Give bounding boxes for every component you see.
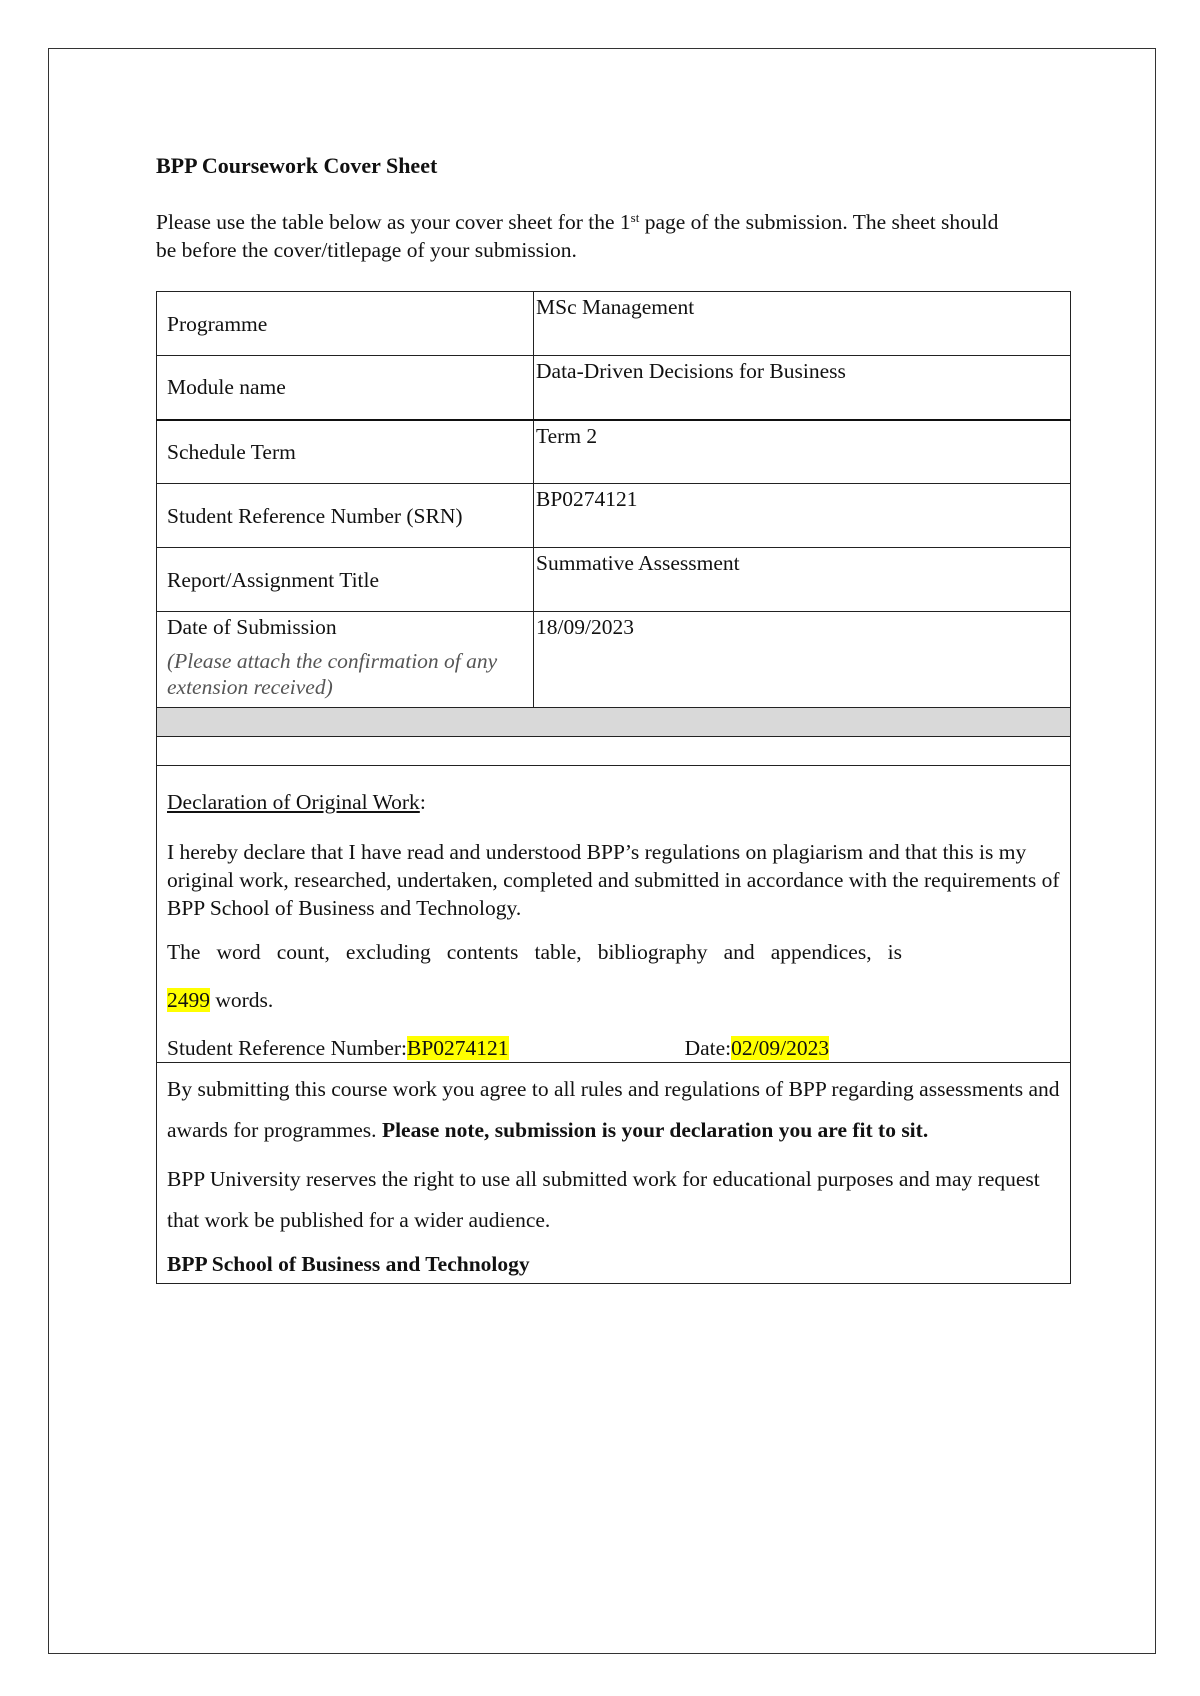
programme-label: Programme [157, 292, 534, 356]
word-count-sentence-word: contents [446, 940, 519, 964]
assignment-title-value: Summative Assessment [534, 548, 1071, 612]
fit-to-sit-note: Please note, submission is your declaration you are fit to sit. [381, 1118, 929, 1142]
row-date-of-submission [157, 612, 1071, 708]
agreement-paragraph [167, 1069, 1060, 1151]
word-count-sentence [167, 938, 902, 966]
intro-superscript: st [630, 210, 640, 225]
blank-row [157, 737, 1071, 766]
word-count-value: 2499 [167, 988, 210, 1012]
declaration-heading-colon: : [419, 790, 426, 814]
row-programme [157, 292, 1071, 356]
programme-value: MSc Management [534, 292, 1071, 356]
footer-row [157, 1063, 1071, 1284]
date-of-submission-value: 18/09/2023 [534, 612, 1071, 708]
cover-sheet-table [156, 291, 1071, 1284]
word-count-line [167, 986, 1060, 1014]
word-count-sentence-word: The [167, 940, 201, 964]
term-value: Term 2 [534, 420, 1071, 484]
srn-label: Student Reference Number (SRN) [157, 484, 534, 548]
module-label: Module name [157, 356, 534, 420]
agreement-text: By submitting this course work you agree to all rules and regulations of BPP regarding assessments and awards for programmes. [167, 1077, 1060, 1142]
srn-date-line [167, 1034, 1060, 1062]
assignment-title-label: Report/Assignment Title [157, 548, 534, 612]
row-module [157, 356, 1071, 420]
word-count-sentence-word: and [723, 940, 755, 964]
word-count-sentence-word: appendices, [770, 940, 872, 964]
row-assignment-title [157, 548, 1071, 612]
word-count-sentence-word: word [216, 940, 261, 964]
declaration-paragraph: I hereby declare that I have read and understood BPP’s regulations on plagiarism and that this is my original work, researched, undertaken, completed and submitted in accordance with the requirements of BPP School of Business and Technology. [167, 840, 1060, 920]
words-suffix: words. [210, 988, 274, 1012]
module-value: Data-Driven Decisions for Business [534, 356, 1071, 420]
word-count-sentence-word: excluding [345, 940, 431, 964]
declaration-cell [157, 766, 1071, 1063]
declaration-date-label: Date: [684, 1036, 732, 1060]
declaration-date-value: 02/09/2023 [731, 1036, 830, 1060]
intro-text-start: Please use the table below as your cover sheet for the 1 [156, 210, 631, 234]
declaration-srn-label: Student Reference Number: [167, 1036, 407, 1060]
row-srn [157, 484, 1071, 548]
footer-cell [157, 1063, 1071, 1284]
row-term [157, 420, 1071, 484]
intro-text-end: page of the submission. The sheet should be before the cover/titlepage of your submission. [156, 210, 999, 262]
school-name: BPP School of Business and Technology [167, 1252, 530, 1276]
word-count-sentence-word: table, [534, 940, 582, 964]
page-title: BPP Coursework Cover Sheet [156, 153, 438, 178]
term-label: Schedule Term [157, 420, 534, 484]
date-of-submission-label: Date of Submission [167, 615, 337, 639]
srn-value: BP0274121 [534, 484, 1071, 548]
date-of-submission-cell [157, 612, 534, 708]
gray-separator-cell [157, 708, 1071, 737]
declaration-srn-value: BP0274121 [407, 1036, 509, 1060]
word-count-sentence-word: count, [276, 940, 330, 964]
declaration-row [157, 766, 1071, 1063]
blank-cell [157, 737, 1071, 766]
extension-note: (Please attach the confirmation of any extension received) [167, 649, 498, 699]
gray-separator-row [157, 708, 1071, 737]
declaration-heading: Declaration of Original Work [167, 790, 420, 814]
rights-paragraph: BPP University reserves the right to use all submitted work for educational purposes and may request that work be published for a wider audience. [167, 1167, 1040, 1232]
word-count-sentence-word: bibliography [597, 940, 708, 964]
intro-paragraph [156, 208, 1016, 264]
word-count-sentence-word: is [887, 940, 902, 964]
